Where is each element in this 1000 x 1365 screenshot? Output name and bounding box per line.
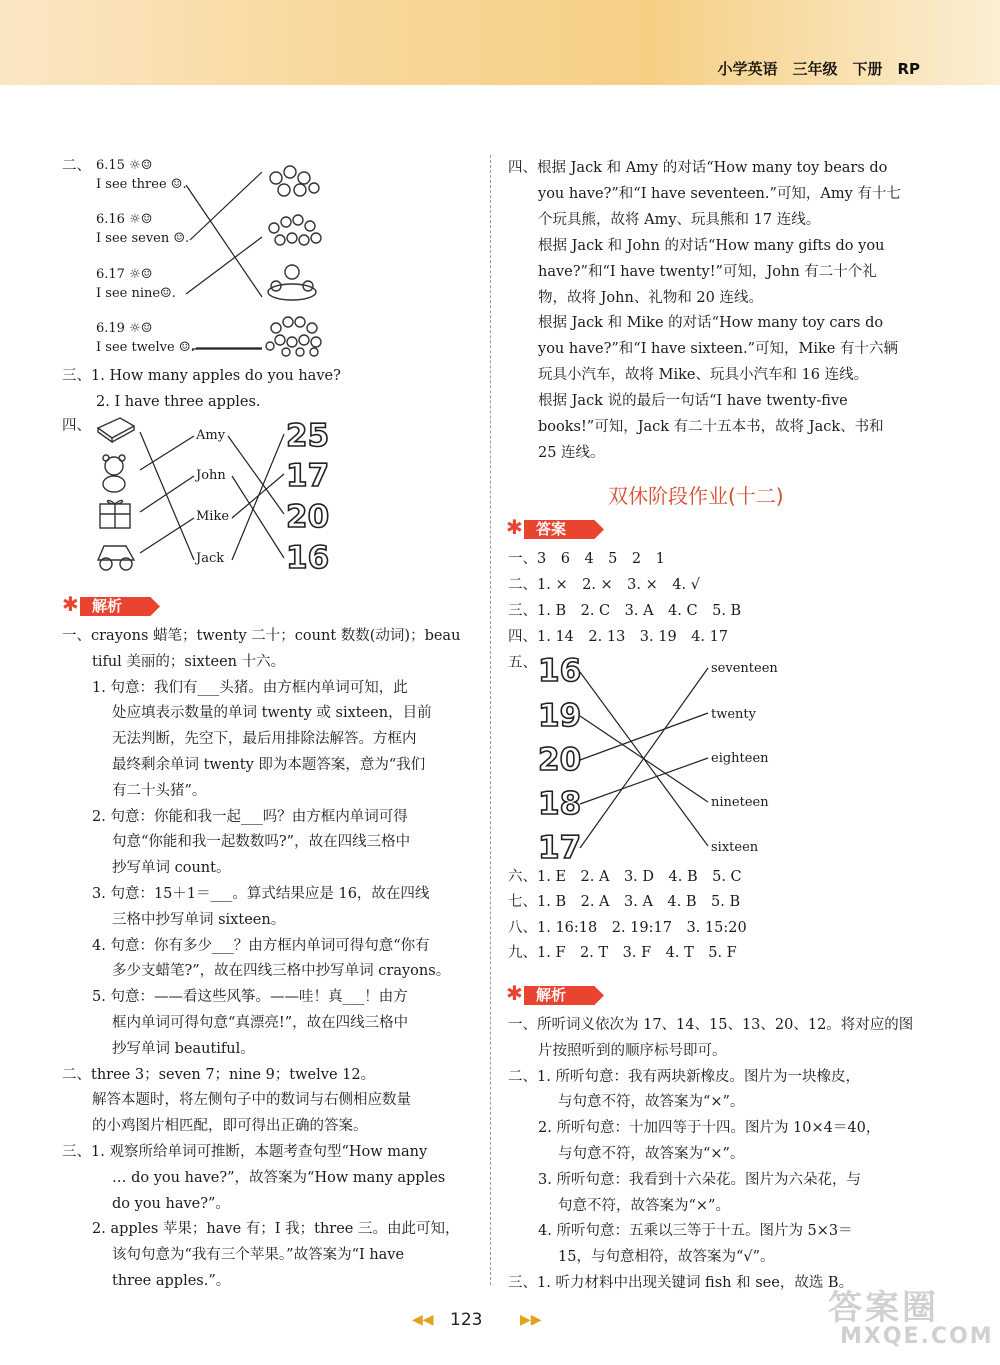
match-line (140, 432, 194, 560)
explanation-line: 处应填表示数量的单词 twenty 或 sixteen，目前 (112, 705, 432, 722)
explanation-line: 的小鸡图片相匹配，即可得出正确的答案。 (92, 1118, 368, 1135)
chick-group-3-icon (268, 265, 316, 300)
explanation-line: 有二十头猪”。 (112, 782, 207, 799)
s5-word-seventeen: seventeen (711, 661, 778, 676)
chick-groups-image (262, 160, 330, 360)
explanation-line: 抄写单词 count。 (112, 860, 231, 877)
explanation-line: … do you have?”，故答案为“How many apples (112, 1169, 446, 1186)
match-line (186, 237, 262, 294)
teddy-bear-icon (103, 455, 125, 492)
explanation-line: 抄写单词 beautiful。 (112, 1040, 255, 1057)
explanation-line: 一、所听词义依次为 17、14、15、13、20、12。将对应的图 (508, 1017, 914, 1033)
tag-star-icon: ✱ (506, 515, 523, 539)
s3-line-1: 三、1. How many apples do you have? (62, 368, 341, 384)
explanation-line: tiful 美丽的；sixteen 十六。 (92, 653, 286, 670)
section-5-label: 五、 (508, 655, 537, 671)
answer-line-6: 六、1. E 2. A 3. D 4. B 5. C (508, 869, 742, 885)
explanation-line: three apples.”。 (112, 1273, 231, 1289)
s5-number-16: 16 (538, 653, 582, 689)
match-line (580, 713, 708, 760)
match-line (232, 474, 284, 518)
section-2-label: 二、 (62, 158, 91, 174)
match-line (580, 716, 708, 802)
explanation-line: 最终剩余单词 twenty 即为本题答案，意为“我们 (112, 757, 426, 773)
explanation-line: 2. 所听句意：十加四等于十四。图片为 10×4＝40， (538, 1120, 881, 1137)
explanation-line: 与句意不符，故答案为“×”。 (558, 1146, 745, 1162)
jiexi-tag-right: ✱ 解析 (506, 983, 606, 1007)
explanation-line: 二、three 3；seven 7；nine 9；twelve 12。 (62, 1066, 376, 1083)
explanation-line: 1. 句意：我们有___头猪。由方框内单词可知，此 (92, 679, 408, 696)
explanation-line: 15，与句意相符，故答案为“√”。 (558, 1249, 775, 1266)
chick-group-1-icon (270, 166, 319, 196)
explanation-line: 句意不符，故答案为“×”。 (558, 1197, 730, 1214)
explanation-line: 根据 Jack 和 Mike 的对话“How many toy cars do (538, 315, 884, 332)
s4-name-john: John (196, 468, 226, 483)
tag-star-icon: ✱ (62, 592, 79, 616)
explanation-line: 4. 所听句意：五乘以三等于十五。图片为 5×3＝ (538, 1223, 853, 1240)
explanation-line: books!”可知，Jack 有二十五本书，故将 Jack、书和 (538, 419, 884, 435)
s3-line-2: 2. I have three apples. (96, 394, 261, 410)
daan-tag: ✱ 答案 (506, 517, 606, 541)
gift-box-icon (100, 500, 130, 528)
s2-date-4: 6.19 ☼☺ (96, 321, 153, 336)
toy-car-icon (98, 546, 134, 570)
explanation-line: 与句意不符，故答案为“×”。 (558, 1094, 745, 1111)
jiexi-tag-left: ✱ 解析 (62, 594, 162, 618)
explanation-line: 该句句意为“我有三个苹果。”故答案为“I have (112, 1247, 405, 1264)
answer-line-1: 一、3 6 4 5 2 1 (508, 551, 665, 567)
answer-line-9: 九、1. F 2. T 3. F 4. T 5. F (508, 945, 737, 961)
s2-sentence-3: I see nine☺. (96, 286, 176, 301)
section-4-label: 四、 (62, 418, 91, 434)
match-line (228, 436, 284, 514)
explanation-line: 解答本题时，将左侧句子中的数词与右侧相应数量 (92, 1092, 411, 1109)
watermark-logo: 答案圈 MXQE.COM (828, 1288, 994, 1349)
s5-word-eighteen: eighteen (711, 751, 769, 766)
explanation-line: 玩具小汽车，故将 Mike、玩具小汽车和 16 连线。 (538, 367, 869, 384)
toys-image (94, 412, 136, 582)
match-line (186, 185, 262, 297)
answer-line-3: 三、1. B 2. C 3. A 4. C 5. B (508, 603, 742, 619)
explanation-line: 25 连线。 (538, 444, 605, 461)
explanation-line: 三、1. 观察所给单词可推断，本题考查句型“How many (62, 1144, 428, 1160)
s2-sentence-1: I see three ☺. (96, 177, 187, 192)
s5-number-17: 17 (538, 830, 582, 866)
explanation-line: 个玩具熊，故将 Amy、玩具熊和 17 连线。 (538, 211, 821, 228)
s4-number-25: 25 (286, 418, 330, 454)
section-title: 双休阶段作业(十二) (608, 484, 784, 508)
explanation-line: 片按照听到的顺序标号即可。 (538, 1042, 727, 1059)
match-line (232, 476, 284, 558)
match-line (232, 434, 284, 560)
explanation-line: 句意“你能和我一起数数吗?”，故在四线三格中 (112, 834, 411, 851)
match-line (190, 172, 262, 240)
explanation-line: have?”和“I have twenty!”可知，John 有二十个礼 (538, 263, 877, 280)
explanation-line: 物，故将 John、礼物和 20 连线。 (538, 289, 763, 306)
explanation-line: 根据 Jack 说的最后一句话“I have twenty-five (538, 393, 848, 410)
answer-line-8: 八、1. 16:18 2. 19:17 3. 15:20 (508, 920, 747, 936)
explanation-line: 根据 Jack 和 John 的对话“How many gifts do you (538, 237, 885, 254)
answer-line-7: 七、1. B 2. A 3. A 4. B 5. B (508, 894, 741, 910)
match-line (140, 436, 194, 470)
s4-number-17: 17 (286, 458, 330, 494)
explanation-line: 4. 句意：你有多少___？由方框内单词可得句意“你有 (92, 937, 430, 954)
s5-word-twenty: twenty (711, 707, 756, 722)
explanation-line: 三格中抄写单词 sixteen。 (112, 911, 286, 928)
answer-line-2: 二、1. × 2. × 3. × 4. √ (508, 577, 700, 593)
explanation-line: 框内单词可得句意“真漂亮!”，故在四线三格中 (112, 1015, 409, 1031)
page-number: 123 (450, 1310, 483, 1330)
explanation-line: 无法判断，先空下，最后用排除法解答。方框内 (112, 731, 417, 748)
match-line (580, 668, 708, 848)
s4-name-amy: Amy (196, 428, 226, 443)
s5-number-20: 20 (538, 742, 582, 778)
explanation-line: 四、根据 Jack 和 Amy 的对话“How many toy bears do (508, 160, 888, 176)
answer-line-4: 四、1. 14 2. 13 3. 19 4. 17 (508, 629, 729, 645)
match-line (140, 518, 194, 553)
s4-number-16: 16 (286, 540, 330, 576)
explanation-line: 3. 所听句意：我看到十六朵花。图片为六朵花，与 (538, 1171, 861, 1188)
s4-name-jack: Jack (196, 551, 225, 566)
s4-name-mike: Mike (196, 509, 230, 524)
match-line (580, 758, 708, 804)
explanation-line: 三、1. 听力材料中出现关键词 fish 和 see，故选 B。 (508, 1275, 854, 1291)
s5-word-sixteen: sixteen (711, 840, 759, 855)
explanation-line: 5. 句意：——看这些风筝。——哇！真___！由方 (92, 989, 408, 1006)
next-arrows-icon: ▶▶ (520, 1312, 542, 1328)
explanation-line: 2. 句意：你能和我一起___吗？由方框内单词可得 (92, 808, 408, 825)
s4-number-20: 20 (286, 499, 330, 535)
s2-sentence-2: I see seven ☺. (96, 231, 190, 246)
s2-date-1: 6.15 ☼☺ (96, 158, 153, 173)
explanation-line: 一、crayons 蜡笔；twenty 二十；count 数数(动词)；beau (62, 628, 461, 644)
explanation-line: 多少支蜡笔?”，故在四线三格中抄写单词 crayons。 (112, 963, 451, 980)
s2-date-3: 6.17 ☼☺ (96, 267, 153, 282)
book-icon (98, 418, 134, 442)
match-line (580, 672, 708, 846)
chick-group-4-icon (266, 317, 321, 356)
explanation-line: 2. apples 苹果；have 有；I 我；three 三。由此可知， (92, 1221, 460, 1238)
tag-star-icon: ✱ (506, 981, 523, 1005)
explanation-line: you have?”和“I have seventeen.”可知，Amy 有十七 (538, 185, 901, 202)
s2-sentence-4: I see twelve ☺. (96, 340, 195, 355)
chick-group-2-icon (269, 215, 321, 245)
explanation-line: you have?”和“I have sixteen.”可知，Mike 有十六辆 (538, 341, 898, 358)
s2-date-2: 6.16 ☼☺ (96, 212, 153, 227)
match-line (140, 476, 194, 512)
explanation-line: 3. 句意：15＋1＝___。算式结果应是 16，故在四线 (92, 886, 430, 902)
header-title: 小学英语 三年级 下册 RP (717, 60, 920, 78)
column-divider (490, 155, 491, 1285)
explanation-line: 二、1. 所听句意：我有两块新橡皮。图片为一块橡皮， (508, 1068, 860, 1085)
s5-word-nineteen: nineteen (711, 795, 769, 810)
s5-number-19: 19 (538, 698, 582, 734)
explanation-line: do you have?”。 (112, 1195, 230, 1212)
s5-number-18: 18 (538, 786, 582, 822)
prev-arrows-icon: ◀◀ (412, 1312, 434, 1328)
